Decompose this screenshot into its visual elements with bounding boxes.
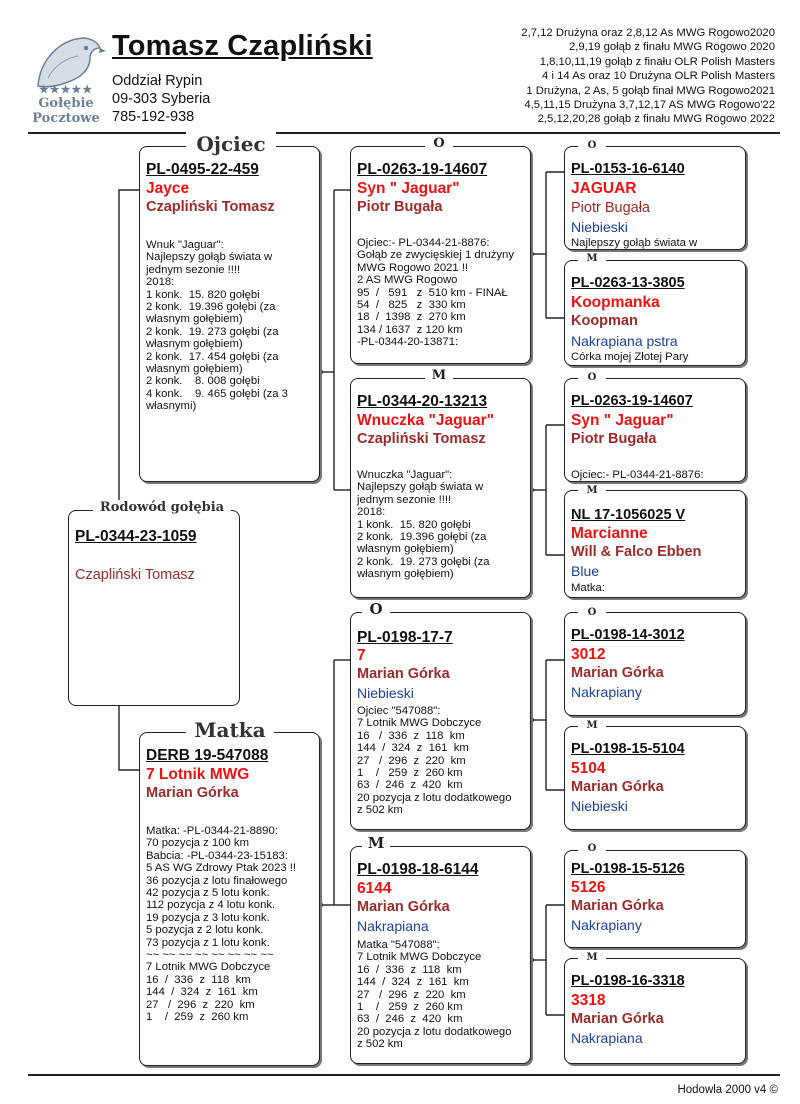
fm-father-card (564, 378, 746, 482)
sex-label-m: M (425, 369, 453, 383)
father-ring-number: PL-0495-22-459 (146, 161, 259, 178)
achievement-item: 2,5,12,20,28 gołąb z finału MWG Rogowo 2022 (537, 113, 775, 126)
logo-text-line2: Pocztowe (32, 111, 100, 126)
mf-father-ring-number: PL-0198-14-3012 (571, 627, 685, 643)
maternal-grandmother-color: Nakrapiana (357, 918, 429, 934)
achievement-item: 1,8,10,11,19 gołąb z finału OLR Polish Masters (539, 55, 775, 68)
father-card (139, 146, 320, 482)
subject-card (68, 510, 240, 706)
ff-mother-name: Koopmanka (571, 294, 660, 311)
sex-label-m: M (578, 252, 606, 266)
father-name: Jayce (146, 180, 190, 197)
mother-notes: Matka: -PL-0344-21-8890: 70 pozycja z 100 km Babcia: -PL-0344-23-15183: 5 AS WG Zdrowy Ptak 2023 !! 36 pozycja z lotu finałowego 42 pozycja z 5 lotu konk. 112 pozycja z 4 lotu konk. 19 pozycja z 3 lotu konk. 5 pozycja z 2 lotu konk. 73 pozycja z 1 lotu konk. ~~ ~~ ~~ ~~ ~~ ~~ ~~ ~~ 7 Lotnik MWG Dobczyce 16 / 336 z 118 km 144 / 324 z 161 km 27 / 296 z 220 km 1 / 259 z 260 km (146, 825, 297, 1024)
maternal-grandfather-name: 7 (357, 647, 366, 664)
fm-father-notes: Ojciec:- PL-0344-21-8876: (571, 469, 704, 481)
ff-mother-color: Nakrapiana pstra (571, 333, 678, 349)
logo-stars: ★★★★★ (38, 83, 94, 96)
maternal-grandmother-owner: Marian Górka (357, 899, 450, 915)
mm-mother-ring-number: PL-0198-16-3318 (571, 973, 685, 989)
ff-father-notes: Najlepszy gołąb świata w (571, 237, 698, 249)
paternal-grandmother-card (350, 378, 531, 598)
achievement-item: 1 Drużyna, 2 As, 5 gołąb finał MWG Rogowo2021 (526, 84, 775, 97)
maternal-grandfather-owner: Marian Górka (357, 666, 450, 682)
mm-father-owner: Marian Górka (571, 898, 664, 914)
paternal-grandfather-owner: Piotr Bugała (357, 199, 443, 215)
achievement-item: 4 i 14 As oraz 10 Drużyna OLR Polish Masters (542, 70, 775, 83)
subject-owner: Czapliński Tomasz (75, 567, 195, 583)
fm-father-owner: Piotr Bugała (571, 431, 657, 447)
fm-mother-ring-number: NL 17-1056025 V (571, 507, 686, 523)
header-divider (28, 132, 780, 134)
footer-text: Hodowla 2000 v4 © (677, 1084, 778, 1096)
ff-mother-owner: Koopman (571, 313, 638, 329)
paternal-grandfather-card (350, 146, 531, 364)
fm-mother-card (564, 490, 746, 598)
maternal-grandfather-card (350, 612, 531, 830)
ff-father-name: JAGUAR (571, 180, 637, 197)
ff-mother-notes: Córka mojej Złotej Pary (571, 351, 689, 363)
sex-label-o: O (578, 139, 606, 153)
mm-mother-name: 3318 (571, 992, 606, 1009)
mm-father-color: Nakrapiany (571, 917, 642, 933)
sex-label-o: O (425, 137, 453, 151)
mother-card (139, 732, 320, 1066)
ff-father-color: Niebieski (571, 219, 628, 235)
sex-label-o: O (362, 602, 390, 616)
mf-father-owner: Marian Górka (571, 665, 664, 681)
ff-father-owner: Piotr Bugała (571, 200, 650, 216)
mf-mother-ring-number: PL-0198-15-5104 (571, 741, 685, 757)
subject-ring-number: PL-0344-23-1059 (75, 528, 197, 545)
fm-mother-color: Blue (571, 563, 600, 579)
mother-ring-number: DERB 19-547088 (146, 747, 269, 764)
achievements-list (455, 26, 775, 127)
mother-owner: Marian Górka (146, 785, 239, 801)
maternal-grandmother-notes: Matka "547088": 7 Lotnik MWG Dobczyce 16 / 336 z 118 km 144 / 324 z 161 km 27 / 296 z 220 km 1 / 259 z 260 km 63 / 246 z 420 km 20 pozycja z lotu dodatkowego z 502 km (357, 939, 512, 1051)
mf-mother-card (564, 726, 746, 830)
logo-text-line1: Gołębie (38, 96, 94, 111)
mm-mother-color: Nakrapiana (571, 1030, 643, 1046)
mf-father-color: Nakrapiany (571, 684, 642, 700)
maternal-grandmother-ring-number: PL-0198-18-6144 (357, 861, 479, 878)
sex-label-m: M (362, 836, 390, 850)
father-heading: Ojciec (186, 132, 276, 156)
mf-mother-color: Niebieski (571, 798, 628, 814)
sex-label-m: M (578, 719, 606, 733)
mm-father-card (564, 850, 746, 948)
maternal-grandfather-notes: Ojciec "547088": 7 Lotnik MWG Dobczyce 16 / 336 z 118 km 144 / 324 z 161 km 27 / 296 z 220 km 1 / 259 z 260 km 63 / 246 z 420 km 20 pozycja z lotu dodatkowego z 502 km (357, 705, 512, 817)
father-notes: Wnuk "Jaguar": Najlepszy gołąb świata w jednym sezonie !!!! 2018: 1 konk. 15. 820 gołębi 2 konk. 19.396 gołębi (za własnym gołębiem) 2 konk. 19. 273 gołębi (za własnym gołębiem) 2 konk. 17. 454 gołębi (za własnym gołębiem) 2 konk. 8. 008 gołębi 4 konk. 9. 465 gołębi (za 3 własnymi) (146, 239, 288, 413)
maternal-grandmother-card (350, 846, 531, 1064)
paternal-grandmother-notes: Wnuczka "Jaguar": Najlepszy gołąb świata w jednym sezonie !!!! 2018: 1 konk. 15. 820 gołębi 2 konk. 19.396 gołębi (za własnym gołębiem) 2 konk. 19. 273 gołębi (za własnym gołębiem) (357, 469, 490, 581)
breeder-phone: 785-192-938 (112, 109, 195, 125)
paternal-grandfather-ring-number: PL-0263-19-14607 (357, 161, 488, 178)
sex-label-m: M (578, 484, 606, 498)
achievement-item: 4,5,11,15 Drużyna 3,7,12,17 AS MWG Rogowo'22 (524, 99, 775, 112)
sex-label-o: O (578, 842, 606, 856)
fm-mother-owner: Will & Falco Ebben (571, 544, 702, 560)
mother-name: 7 Lotnik MWG (146, 766, 250, 783)
sex-label-o: O (578, 371, 606, 385)
breeder-branch: Oddział Rypin (112, 73, 203, 89)
fm-father-name: Syn " Jaguar" (571, 412, 674, 429)
mf-father-name: 3012 (571, 646, 606, 663)
achievement-item: 2,9,19 gołąb z finału MWG Rogowo 2020 (569, 41, 775, 54)
mm-father-ring-number: PL-0198-15-5126 (571, 861, 685, 877)
fm-father-ring-number: PL-0263-19-14607 (571, 393, 693, 409)
footer-divider (28, 1074, 780, 1076)
maternal-grandfather-color: Niebieski (357, 685, 414, 701)
ff-father-card (564, 146, 746, 250)
mf-mother-name: 5104 (571, 760, 606, 777)
sex-label-m: M (578, 951, 606, 965)
mother-heading: Matka (186, 718, 274, 742)
ff-father-ring-number: PL-0153-16-6140 (571, 161, 685, 177)
paternal-grandfather-notes: Ojciec:- PL-0344-21-8876: Gołąb ze zwycięskiej 1 drużyny MWG Rogowo 2021 !! 2 AS MWG Rogowo 95 / 591 z 510 km - FINAŁ 54 / 825 z 330 km 18 / 1398 z 270 km 134 / 1637 z 120 km -PL-0344-20-13871: (357, 237, 514, 349)
mf-mother-owner: Marian Górka (571, 779, 664, 795)
breeder-name: Tomasz Czapliński (112, 30, 373, 62)
pedigree-heading: Rodowód gołębia (93, 500, 231, 516)
paternal-grandmother-owner: Czapliński Tomasz (357, 431, 486, 447)
maternal-grandfather-ring-number: PL-0198-17-7 (357, 629, 453, 646)
paternal-grandmother-ring-number: PL-0344-20-13213 (357, 393, 488, 410)
maternal-grandmother-name: 6144 (357, 880, 392, 897)
paternal-grandmother-name: Wnuczka "Jaguar" (357, 412, 495, 429)
mm-father-name: 5126 (571, 879, 606, 896)
sex-label-o: O (578, 606, 606, 620)
ff-mother-ring-number: PL-0263-13-3805 (571, 275, 685, 291)
fm-mother-name: Marcianne (571, 525, 648, 542)
achievement-item: 2,7,12 Drużyna oraz 2,8,12 As MWG Rogowo2020 (521, 27, 775, 39)
mf-father-card (564, 612, 746, 716)
father-owner: Czapliński Tomasz (146, 199, 275, 215)
mm-mother-owner: Marian Górka (571, 1011, 664, 1027)
ff-mother-card (564, 260, 746, 366)
mm-mother-card (564, 958, 746, 1064)
breeder-address: 09-303 Syberia (112, 91, 211, 107)
fm-mother-notes: Matka: (571, 582, 605, 594)
paternal-grandfather-name: Syn " Jaguar" (357, 180, 460, 197)
